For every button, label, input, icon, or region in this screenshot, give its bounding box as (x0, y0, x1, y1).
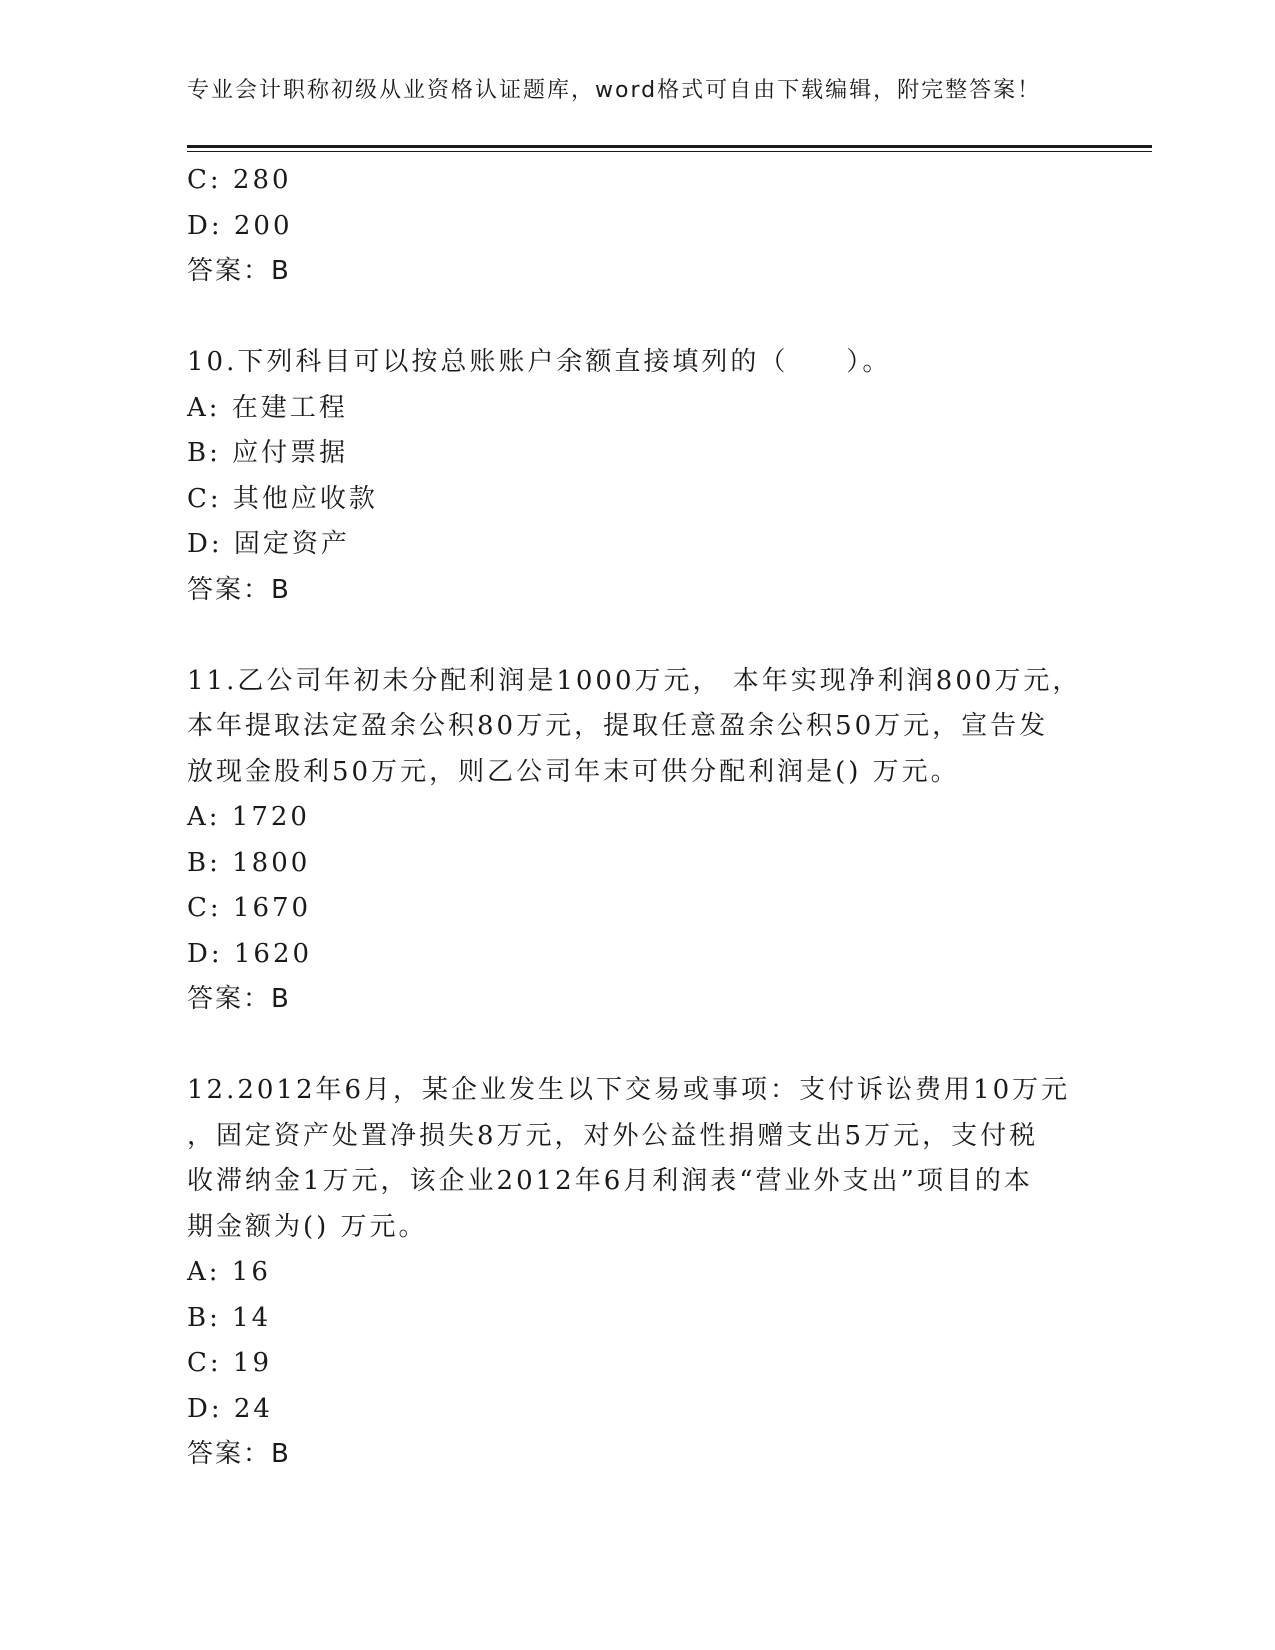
question-text (187, 659, 1087, 796)
header-rule-thin (187, 151, 1152, 152)
question-line: 本年提取法定盈余公积80万元，提取任意盈余公积50万元，宣告发 (187, 711, 1049, 741)
question-text (187, 340, 1087, 386)
answer-line: 答案：B (187, 256, 291, 286)
document-body (187, 158, 1087, 1478)
option-c: C: 其他应收款 (187, 483, 378, 514)
option-a: A: 在建工程 (187, 392, 348, 423)
spacer (187, 1023, 1087, 1069)
option-c: C: 1670 (187, 893, 312, 923)
question-line: ，固定资产处置净损失8万元，对外公益性捐赠支出5万元，支付税 (187, 1120, 1039, 1151)
question-12 (187, 1068, 1087, 1478)
question-line: 12.2012年6月，某企业发生以下交易或事项：支付诉讼费用10万元 (187, 1075, 1071, 1105)
page-header: 专业会计职称初级从业资格认证题库，word格式可自由下载编辑，附完整答案！ (187, 78, 1042, 103)
option-a: A: 1720 (187, 802, 310, 832)
option-d: D: 200 (187, 210, 293, 241)
question-line: 11.乙公司年初未分配利润是1000万元， 本年实现净利润800万元， (187, 665, 1082, 696)
question-line: 10.下列科目可以按总账账户余额直接填列的（ ）。 (187, 347, 892, 377)
answer-line: 答案：B (187, 1439, 291, 1469)
option-d: D: 固定资产 (187, 529, 350, 559)
question-10 (187, 340, 1087, 613)
answer-line: 答案：B (187, 984, 291, 1014)
question-text (187, 1068, 1087, 1250)
question-line: 收滞纳金1万元，该企业2012年6月利润表“营业外支出”项目的本 (187, 1166, 1033, 1196)
option-a: A: 16 (187, 1257, 271, 1287)
question-11 (187, 659, 1087, 1023)
question-line: 期金额为() 万元。 (187, 1211, 428, 1242)
question-line: 放现金股利50万元，则乙公司年末可供分配利润是() 万元。 (187, 756, 960, 787)
answer-line: 答案：B (187, 574, 291, 605)
option-b: B: 14 (187, 1302, 272, 1333)
option-b: B: 1800 (187, 847, 311, 878)
spacer (187, 613, 1087, 659)
header-rule-thick (187, 145, 1152, 148)
option-c: C: 280 (187, 165, 292, 195)
option-d: D: 24 (187, 1393, 273, 1424)
option-d: D: 1620 (187, 938, 313, 969)
option-c: C: 19 (187, 1348, 273, 1378)
option-b: B: 应付票据 (187, 438, 349, 468)
previous-question-tail (187, 158, 1087, 295)
spacer (187, 295, 1087, 341)
